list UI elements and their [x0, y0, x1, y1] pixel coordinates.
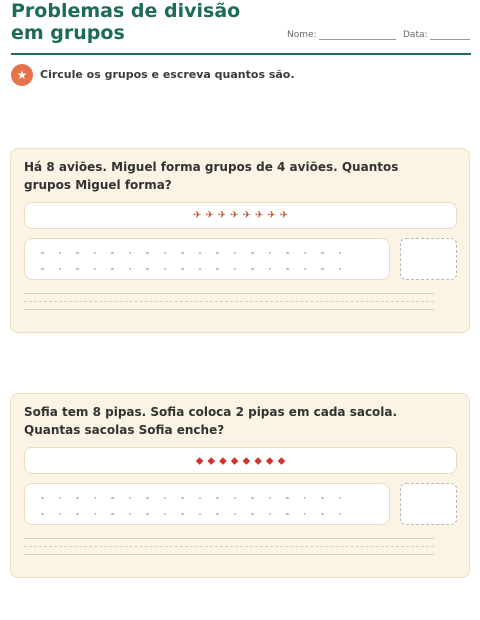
kite-icon[interactable]: ⬥: [265, 453, 274, 467]
item-strip[interactable]: [24, 447, 457, 474]
kite-icon[interactable]: ⬥: [230, 453, 239, 467]
star-icon: ★: [11, 64, 33, 86]
kite-icon[interactable]: ⬥: [207, 453, 216, 467]
writing-lines[interactable]: [24, 538, 434, 555]
name-field[interactable]: [287, 30, 396, 40]
kite-icon[interactable]: ⬥: [242, 453, 251, 467]
worksheet-header: [11, 0, 471, 54]
problem-question: Sofia tem 8 pipas. Sofia coloca 2 pipas em cada sacola. Quantas sacolas Sofia enche?: [24, 405, 398, 437]
answer-box[interactable]: [400, 483, 457, 525]
date-field[interactable]: [403, 30, 470, 40]
kite-icon[interactable]: ⬥: [195, 453, 204, 467]
dot-grid[interactable]: [24, 483, 390, 525]
problem-card-1: [10, 148, 470, 333]
airplane-icon[interactable]: ✈: [205, 210, 214, 221]
airplane-icon[interactable]: ✈: [254, 210, 264, 221]
header-divider: [11, 53, 471, 55]
problem-card-2: [10, 393, 470, 578]
kite-icon[interactable]: ⬥: [219, 453, 227, 467]
kite-icon[interactable]: ⬥: [254, 453, 262, 467]
name-line: [319, 31, 396, 40]
instruction-text: Circule os grupos e escreva quantos são.: [40, 68, 295, 81]
date-label: Data:: [403, 30, 428, 40]
airplane-icon[interactable]: ✈: [242, 210, 251, 221]
page-title: Problemas de divisão em grupos: [11, 0, 241, 44]
problem-question: Há 8 aviões. Miguel forma grupos de 4 aviões. Quantos grupos Miguel forma?: [24, 160, 399, 192]
airplane-icon[interactable]: ✈: [230, 210, 239, 221]
writing-lines[interactable]: [24, 293, 434, 310]
date-line: [430, 31, 470, 40]
dot-grid[interactable]: [24, 238, 390, 280]
name-label: Nome:: [287, 30, 317, 40]
airplane-icon[interactable]: ✈: [192, 210, 202, 221]
instruction-row: [11, 64, 471, 86]
airplane-icon[interactable]: ✈: [217, 210, 227, 221]
answer-box[interactable]: [400, 238, 457, 280]
airplane-icon[interactable]: ✈: [279, 210, 289, 221]
kite-icon[interactable]: ⬥: [277, 453, 286, 467]
item-strip[interactable]: [24, 202, 457, 229]
airplane-icon[interactable]: ✈: [267, 210, 276, 221]
